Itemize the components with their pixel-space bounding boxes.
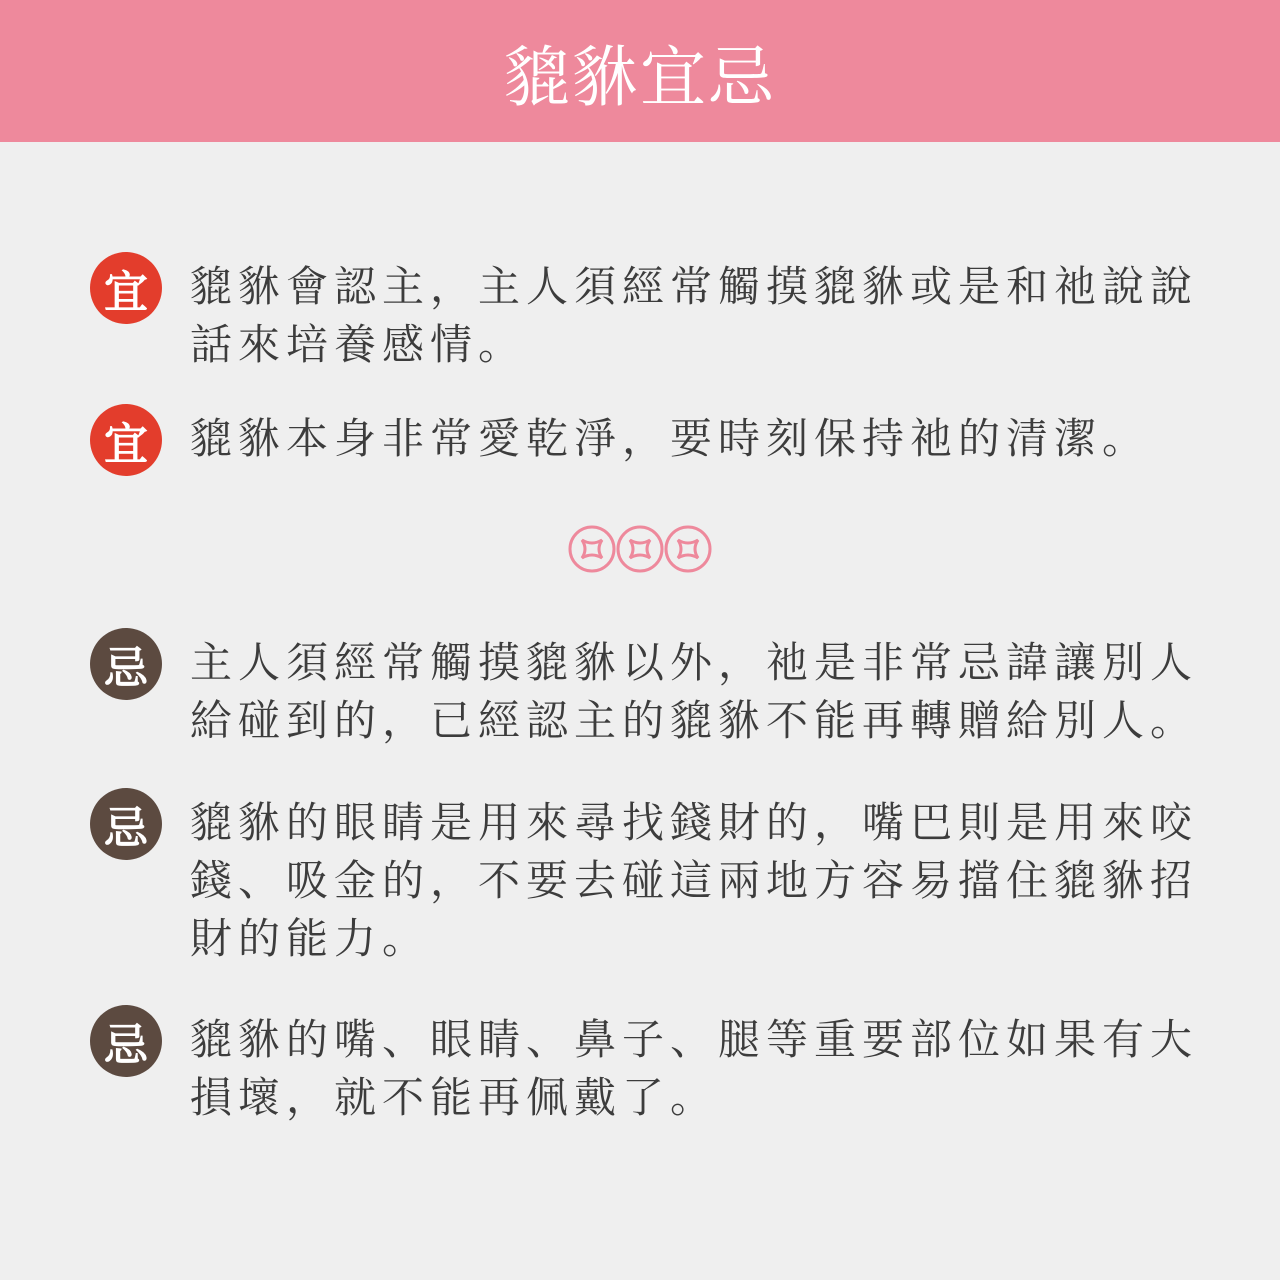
bad-item-3 [90, 1011, 1210, 1127]
coin-divider-icon [566, 524, 714, 574]
good-badge-icon: 宜 [90, 404, 162, 476]
bad-badge-icon: 忌 [90, 788, 162, 860]
bad-badge-icon: 忌 [90, 1005, 162, 1077]
bad-badge-icon: 忌 [90, 628, 162, 700]
page-title: 貔貅宜忌 [504, 38, 776, 116]
good-badge-icon: 宜 [90, 252, 162, 324]
header-bar [0, 0, 1280, 142]
bad-item-2 [90, 794, 1210, 968]
good-item-text: 貔貅本身非常愛乾淨，要時刻保持祂的清潔。 [190, 414, 1151, 463]
good-item-1 [90, 258, 1210, 374]
good-item-2 [90, 410, 1210, 476]
bad-item-1 [90, 634, 1210, 750]
bad-item-text: 貔貅的嘴、眼睛、鼻子、腿等重要部位如果有大損壞，就不能再佩戴了。 [190, 1015, 1199, 1122]
good-item-text: 貔貅會認主，主人須經常觸摸貔貅或是和祂說說話來培養感情。 [190, 262, 1199, 369]
bad-item-text: 貔貅的眼睛是用來尋找錢財的，嘴巴則是用來咬錢、吸金的，不要去碰這兩地方容易擋住貔貅招財的能力。 [190, 798, 1199, 963]
bad-item-text: 主人須經常觸摸貔貅以外，祂是非常忌諱讓別人給碰到的，已經認主的貔貅不能再轉贈給別人。 [190, 638, 1199, 745]
